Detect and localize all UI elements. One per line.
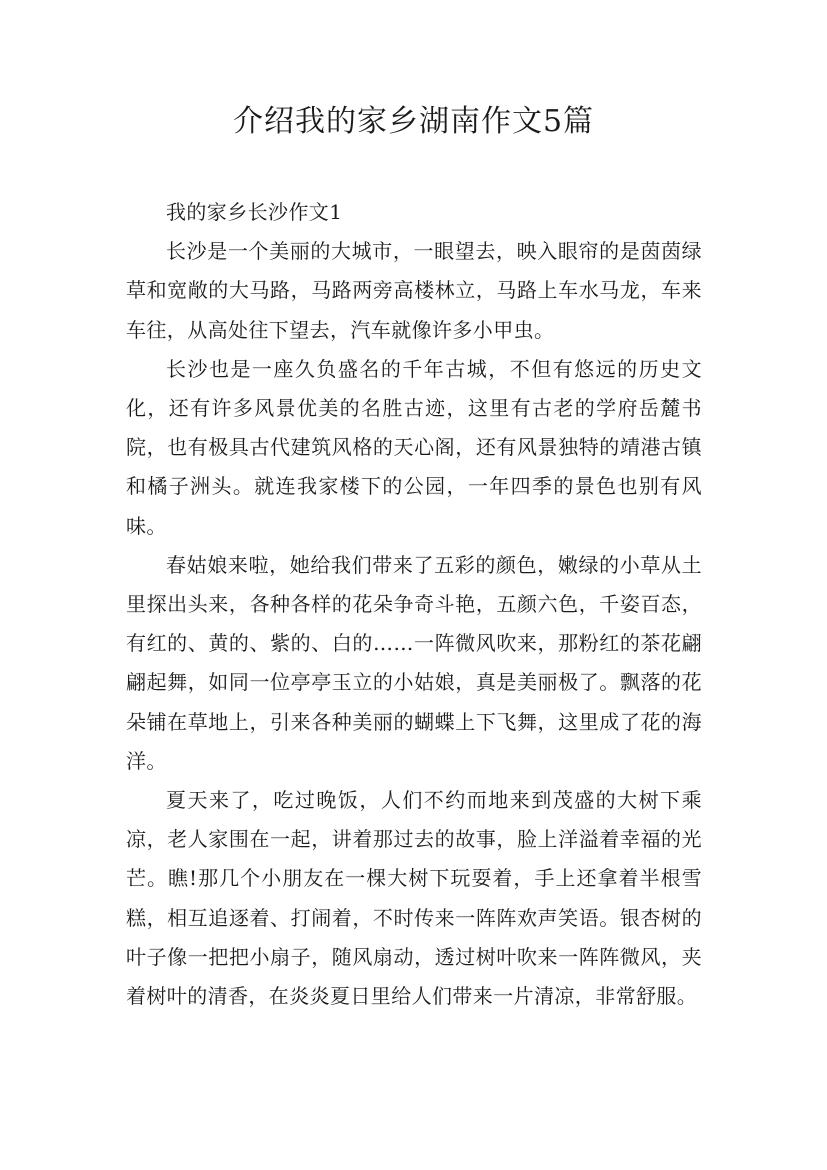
- document-title: 介绍我的家乡湖南作文5篇: [232, 104, 595, 139]
- paragraph: 春姑娘来啦，她给我们带来了五彩的颜色，嫩绿的小草从土里探出头来，各种各样的花朵争奇斗艳，五颜六色，千姿百态，有红的、黄的、紫的、白的……一阵微风吹来，那粉红的茶花翩翩起舞，如同一位亭亭玉立的小姑娘，真是美丽极了。飘落的花朵铺在草地上，引来各种美丽的蝴蝶上下飞舞，这里成了花的海洋。: [126, 552, 702, 773]
- section-title: 我的家乡长沙作文1: [166, 200, 343, 224]
- paragraph: 长沙是一个美丽的大城市，一眼望去，映入眼帘的是茵茵绿草和宽敞的大马路，马路两旁高楼林立，马路上车水马龙，车来车往，从高处往下望去，汽车就像许多小甲虫。: [126, 239, 702, 342]
- document-body: [126, 193, 702, 1016]
- paragraph: 夏天来了，吃过晚饭，人们不约而地来到茂盛的大树下乘凉，老人家围在一起，讲着那过去的故事，脸上洋溢着幸福的光芒。瞧!那几个小朋友在一棵大树下玩耍着，手上还拿着半根雪糕，相互追逐着、打闹着，不时传来一阵阵欢声笑语。银杏树的叶子像一把把小扇子，随风扇动，透过树叶吹来一阵阵微风，夹着树叶的清香，在炎炎夏日里给人们带来一片清凉，非常舒服。: [126, 788, 702, 1009]
- paragraph: 长沙也是一座久负盛名的千年古城，不但有悠远的历史文化，还有许多风景优美的名胜古迹，这里有古老的学府岳麓书院，也有极具古代建筑风格的天心阁，还有风景独特的靖港古镇和橘子洲头。就连我家楼下的公园，一年四季的景色也别有风味。: [126, 356, 702, 538]
